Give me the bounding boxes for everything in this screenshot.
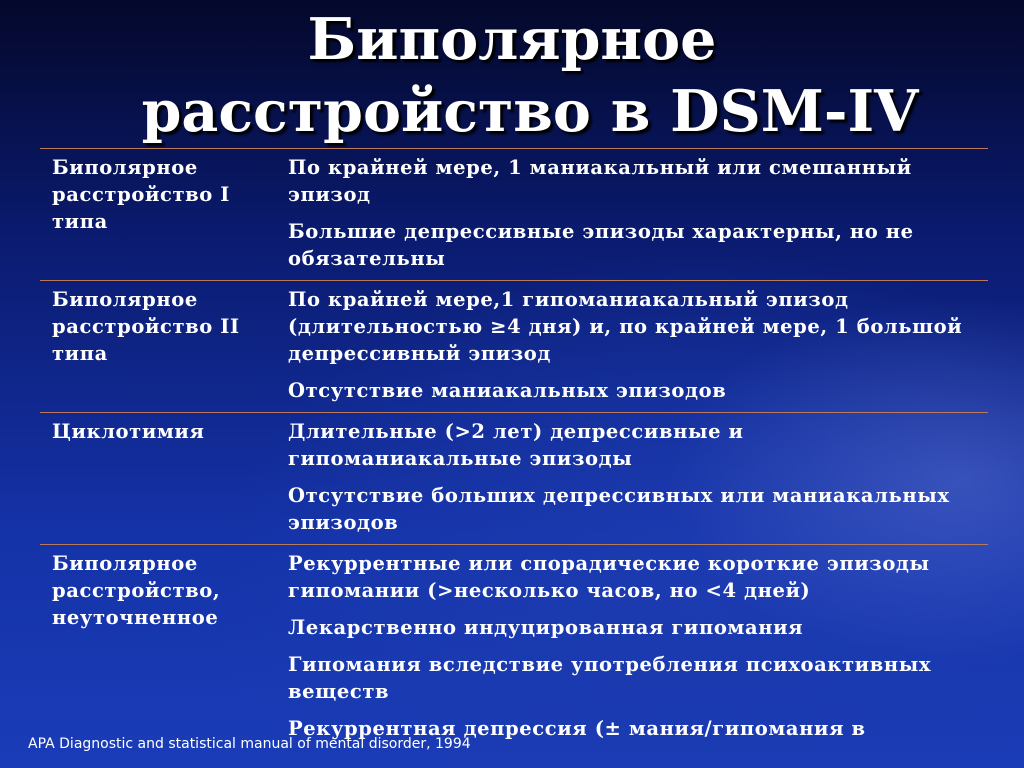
feature-item: Рекуррентная депрессия (± мания/гипомания в bbox=[288, 717, 866, 740]
feature-item: Отсутствие маниакальных эпизодов bbox=[288, 379, 727, 402]
criteria-table bbox=[40, 148, 988, 750]
features-cell bbox=[274, 281, 988, 413]
features-cell bbox=[274, 149, 988, 281]
features-cell bbox=[274, 545, 988, 751]
feature-item: Гипомания вследствие употребления психоактивных веществ bbox=[288, 653, 932, 703]
feature-item: Большие депрессивные эпизоды характерны, но не обязательны bbox=[288, 220, 914, 270]
criteria-table-body bbox=[40, 149, 988, 751]
feature-item: Лекарственно индуцированная гипомания bbox=[288, 616, 804, 639]
features-cell bbox=[274, 413, 988, 545]
slide-title bbox=[0, 4, 1024, 148]
category-cell: Биполярное расстройство II типа bbox=[40, 281, 274, 413]
category-cell: Циклотимия bbox=[40, 413, 274, 545]
table-row bbox=[40, 413, 988, 545]
feature-item: По крайней мере, 1 маниакальный или смешанный эпизод bbox=[288, 156, 912, 206]
table-row bbox=[40, 149, 988, 281]
title-line-1: Биполярное bbox=[307, 6, 717, 73]
table-row bbox=[40, 545, 988, 751]
category-cell: Биполярное расстройство, неуточненное bbox=[40, 545, 274, 751]
footnote: APA Diagnostic and statistical manual of mental disorder, 1994 bbox=[28, 736, 471, 752]
feature-item: Рекуррентные или спорадические короткие эпизоды гипомании (>несколько часов, но <4 дней) bbox=[288, 552, 930, 602]
table-row bbox=[40, 281, 988, 413]
feature-item: Длительные (>2 лет) депрессивные и гипоманиакальные эпизоды bbox=[288, 420, 744, 470]
category-cell: Биполярное расстройство I типа bbox=[40, 149, 274, 281]
feature-item: По крайней мере,1 гипоманиакальный эпизод (длительностью ≥4 дня) и, по крайней мере, 1 большой депрессивный эпизод bbox=[288, 288, 963, 365]
title-line-2: расстройство в DSM-IV bbox=[141, 78, 919, 145]
feature-item: Отсутствие больших депрессивных или маниакальных эпизодов bbox=[288, 484, 950, 534]
